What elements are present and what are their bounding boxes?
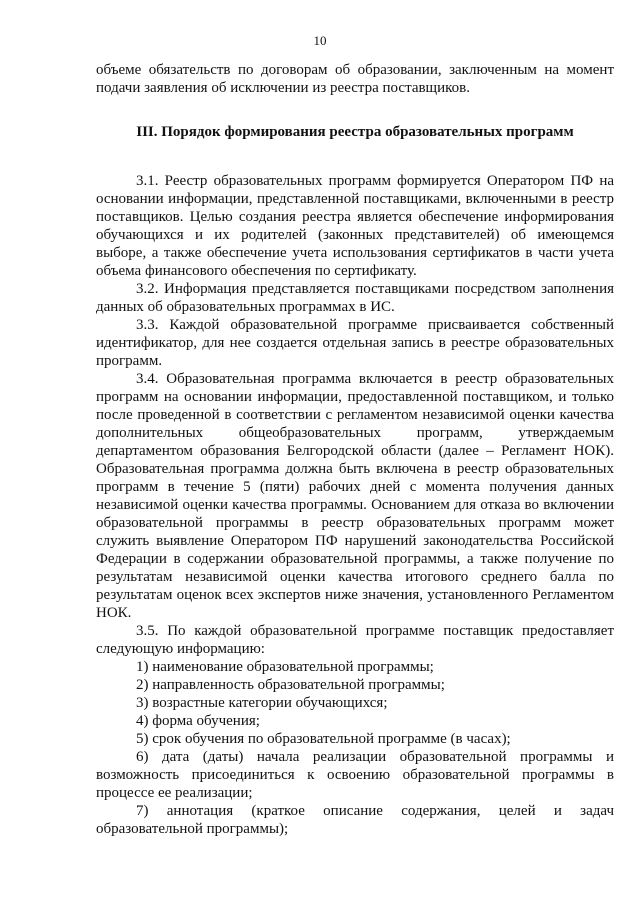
paragraph-3-1: 3.1. Реестр образовательных программ формируется Оператором ПФ на основании информации, представленной поставщиками, включенными в реестр поставщиков. Целью создания реестра является обеспечение информирования обучающихся и их родителей (законных представителей) об имеющемся выборе, а также обеспечение учета использования сертификатов в части учета объема финансового обеспечения по сертификату.: [96, 173, 614, 279]
paragraph-3-4: 3.4. Образовательная программа включается в реестр образовательных программ на основании информации, предоставленной поставщиком, и только после проведенной в соответствии с регламентом независимой оценки качества дополнительных общеобразовательных программ, утверждаемым департаментом образования Белгородской области (далее – Регламент НОК). Образовательная программа должна быть включена в реестр образовательных программ в течение 5 (пяти) рабочих дней с момента получения данных независимой оценки качества программы. Основанием для отказа во включении образовательной программы в реестр образовательных программ может служить выявление Оператором ПФ нарушений законодательства Российской Федерации в содержании образовательной программы, а также получение по результатам независимой оценки качества итогового среднего балла по результатам оценок всех экспертов ниже значения, установленного Регламентом НОК.: [96, 371, 614, 621]
document-body: [96, 61, 614, 838]
list-item: 7) аннотация (краткое описание содержания, целей и задач образовательной программы);: [96, 803, 614, 837]
page-number: 10: [313, 33, 327, 48]
paragraph-3-3: 3.3. Каждой образовательной программе присваивается собственный идентификатор, для нее создается отдельная запись в реестре образовательных программ.: [96, 317, 614, 369]
list-item: 2) направленность образовательной программы;: [136, 677, 445, 693]
list-item: 5) срок обучения по образовательной программе (в часах);: [136, 731, 511, 747]
intro-paragraph: объеме обязательств по договорам об образовании, заключенным на момент подачи заявления об исключении из реестра поставщиков.: [96, 62, 614, 96]
section-heading: III. Порядок формирования реестра образовательных программ: [136, 124, 574, 140]
paragraph-3-5: 3.5. По каждой образовательной программе поставщик предоставляет следующую информацию:: [96, 623, 614, 657]
paragraph-3-2: 3.2. Информация представляется поставщиками посредством заполнения данных об образовательных программах в ИС.: [96, 281, 614, 315]
list-item: 1) наименование образовательной программы;: [136, 659, 434, 675]
list-item: 3) возрастные категории обучающихся;: [136, 695, 388, 711]
list-item: 4) форма обучения;: [136, 713, 260, 729]
list-item: 6) дата (даты) начала реализации образовательной программы и возможность присоединиться к освоению образовательной программы в процессе ее реализации;: [96, 749, 614, 801]
